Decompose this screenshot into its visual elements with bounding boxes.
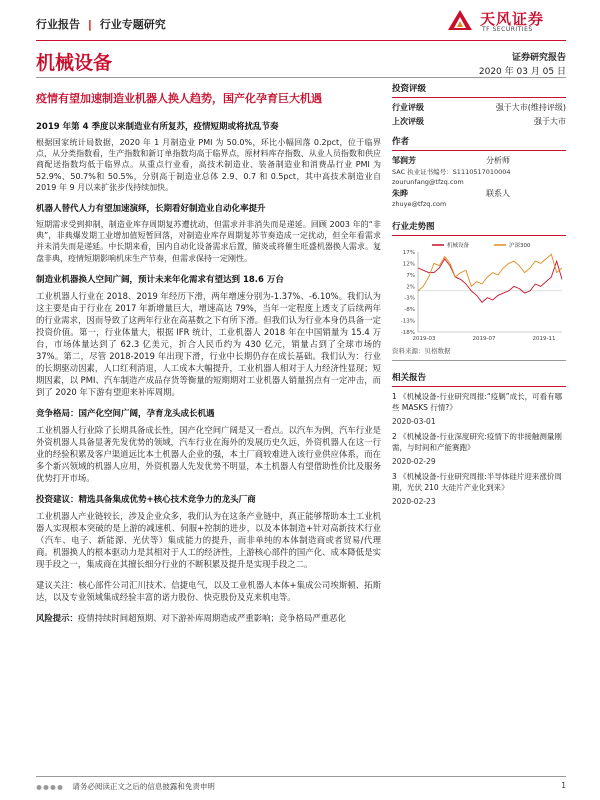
related-report-date: 2020-02-29 [392,457,436,466]
rating-prev-value: 强于大市 [534,117,566,126]
footer-dots-icon [36,784,66,791]
rating-title: 投资评级 [392,78,566,98]
page-footer [36,781,566,792]
section-title: 2019 年第 4 季度以来制造业有所复苏，疫情短期或将扰乱节奏 [36,122,279,132]
section-title: 投资建议：精选具备集成优势+核心技术竞争力的龙头厂商 [36,494,256,505]
section-title: 机器人替代人力有望加速演绎，长期看好制造业自动化率提升 [36,204,266,215]
trend-chart-title: 行业走势图 [392,216,566,236]
rating-prev-label: 上次评级 [392,117,424,126]
section-body: 工业机器人行业除了长期具备成长性，国产化空间广阔是又一看点。以汽车为例，汽车行业是外资机器人具备显著先发优势的领域，汽车行业在海外的发展历史久远，外资机器人在这一行业的经验积累及客户渠道远比本土机器人企业的强，本土厂商较难进入该行业供应体系，而在多个新兴领域的机器人应用，外资机器人先发优势不明显，本土机器人有望借助性价比及服务优势打开市场。 [36,424,381,483]
sidebar [392,78,566,511]
y-tick-label: 2% [406,284,415,291]
y-tick-label: 7% [406,272,415,279]
author-1-cert: SAC 执业证书编号：S1110517010004 [392,168,511,176]
logo-name-en: TF SECURITIES [482,26,533,33]
y-tick-label: -13% [400,318,415,325]
y-tick-label: 12% [402,261,415,268]
author-2 [392,188,566,199]
series-line-hs300 [418,254,562,291]
risk-body: 疫情持续时间超预期、对下游补库周期造成严重影响；竞争格局严重恶化 [77,612,346,623]
report-headline: 疫情有望加速制造业机器人换人趋势，国产化孕育巨大机遇 [36,92,322,105]
author-2-name: 朱晔 [392,189,408,198]
page-number: 1 [561,781,566,790]
chart-source: 资料来源：贝格数据 [392,346,566,361]
x-tick-label: 2019-07 [472,336,496,342]
section-title: 竞争格局：国产化空间广阔，孕育龙头成长机遇 [36,408,215,419]
related-report-item[interactable]: 1 《机械设备-行业研究周报:“疫剿”成长，可看有哪些 MASKS 行情?》 [392,392,563,412]
related-report-date: 2020-03-01 [392,417,436,426]
y-tick-label: -3% [404,295,415,302]
header-divider [36,40,566,41]
rating-industry [392,102,566,113]
footer-divider [36,776,566,777]
breadcrumb [36,16,166,32]
author-1-email[interactable]: zourunfang@tfzq.com [392,178,464,186]
main-column [36,90,381,633]
author-1-name: 邹润芳 [392,156,416,165]
breadcrumb-topic-research: 行业专题研究 [99,18,166,31]
related-report-item[interactable]: 3 《机械设备-行业研究周报:半导体硅片迎来涨价周期，光伏 210 大硅片产业化到来》 [392,472,562,492]
report-type: 证券研究报告 [511,53,566,63]
x-tick-label: 2019-03 [412,336,436,342]
risk-label: 风险提示： [36,612,78,623]
breadcrumb-separator: | [87,18,92,31]
related-reports-list [392,391,566,507]
page-header [36,12,566,40]
related-reports-title: 相关报告 [392,367,566,387]
author-2-email[interactable]: zhuye@tfzq.com [392,200,447,208]
section-body: 工业机器人行业在 2018、2019 年经历下滑，两年增速分别为-1.37%、-6.10%。我们认为这主要是由于行业在 2017 年新增量巨大，增速高达 79%，当年一定程度上透支了后续两年的行业需求，因而导致了这两年行业在高基数之下有所下滑。但我们认为行业本身仍具备一定投资价值。第一，行业体量大，根据 IFR 统计，工业机器人 2018 年在中国销量为 15.4 万台，市场体量达到了 62.3 亿美元，折合人民币约为 430 亿元，销量占到了全球市场的 37%。第二，尽管 2018-2019 年出现下滑，行业中长期仍存在成长基础。我们认为：行业的长期驱动因素，人口红利消退，人工成本大幅提升，工业机器人相对于人力经济性显现；短期因素，以 PMI、汽车制造产成品存货等衡量的短期期对工业机器人销量拐点有一定冲击，而到了 2020 年下游有望迎来补库周期。 [36,290,381,397]
related-report-date: 2020-02-23 [392,497,436,506]
section-body: 工业机器人产业链较长，涉及企业众多，我们认为在这条产业链中，真正能够帮助本土工业机器人实现根本突破的是上游的减速机、伺服+控制的进步，以及本体制造+针对高新技术行业（汽车、电子、新能源、光伏等）集成能力的提升，而非单纯的本体制造商或者贸易/代理商。机器换人的根本驱动力是其相对于人工的经济性，上游核心部件的国产化、成本降低是实现手段之一，集成商在其擅长细分行业的不断积累及提升是实现手段之二。 [36,510,381,569]
legend-label: 机械设备 [447,243,470,249]
author-2-role: 联系人 [486,189,510,198]
legend-label: 沪深300 [509,243,531,249]
section-title: 制造业机器换人空间广阔，预计未来年化需求有望达到 18.6 万台 [36,274,284,285]
logo-mark-icon [446,8,474,34]
y-tick-label: -18% [400,330,415,336]
y-tick-label: 17% [402,250,415,256]
author-1 [392,155,566,166]
y-tick-label: -8% [404,307,415,314]
trend-chart [392,240,566,344]
rating-industry-value: 强于大市(维持评级) [495,103,566,112]
rating-previous [392,116,566,127]
breadcrumb-industry-report: 行业报告 [36,18,80,31]
rating-industry-label: 行业评级 [392,103,424,112]
authors-title: 作者 [392,131,566,151]
x-tick-label: 2019-11 [532,336,556,342]
report-date: 2020 年 03 月 05 日 [478,67,566,77]
author-1-role: 分析师 [486,156,510,165]
section-body: 根据国家统计局数据，2020 年 1 月制造业 PMI 为 50.0%，环比小幅回落 0.2pct，位于临界点，从分类指数看，生产指数和新订单指数均高于临界点，原材料库存指数、从业人员指数和供应商配送指数均低于临界点。从重点行业看，高技术制造业、装备制造业和消费品行业 PMI 为 52.9%、50.7%和 50.5%，分别高于制造业总体 2.9、0.7 和 0.5pct，其中高技术制造业自 2019 年 9 月以来扩张步伐持续加快。 [36,138,381,192]
footer-disclaimer: 请务必阅读正文之后的信息披露和免责申明 [72,782,215,791]
risk-warning [36,612,381,624]
page-title: 机械设备 [36,52,113,74]
tf-securities-logo [446,6,566,38]
investment-suggestion: 建议关注：核心部件公司汇川技术、信捷电气，以及工业机器人本体+集成公司埃斯顿、拓斯达，以及专业领域集成经验丰富的诺力股份、快克股份及克来机电等。 [36,579,381,602]
section-body: 短期需求受到抑制，制造业库存周期复苏遭扰动，但需求并非消失而是递延。回顾 2003 年的“非典”，非典爆发期工业增加值短暂回落，对制造业库存周期复苏节奏造成一定扰动，但全年看需求并未消失而是递延。中长期来看，国内自动化设备需求后置，肺炎或将催生旺盛机器换人需求。复盘非典，疫情短期影响机床生产节奏，但需求保持一定刚性。 [36,220,381,263]
logo-name-cn: 天风证券 [480,10,545,28]
related-report-item[interactable]: 2 《机械设备-行业深度研究:疫情下的非接触测量刚需，与时间和产能赛跑》 [392,432,562,452]
trend-chart-svg [392,240,566,344]
